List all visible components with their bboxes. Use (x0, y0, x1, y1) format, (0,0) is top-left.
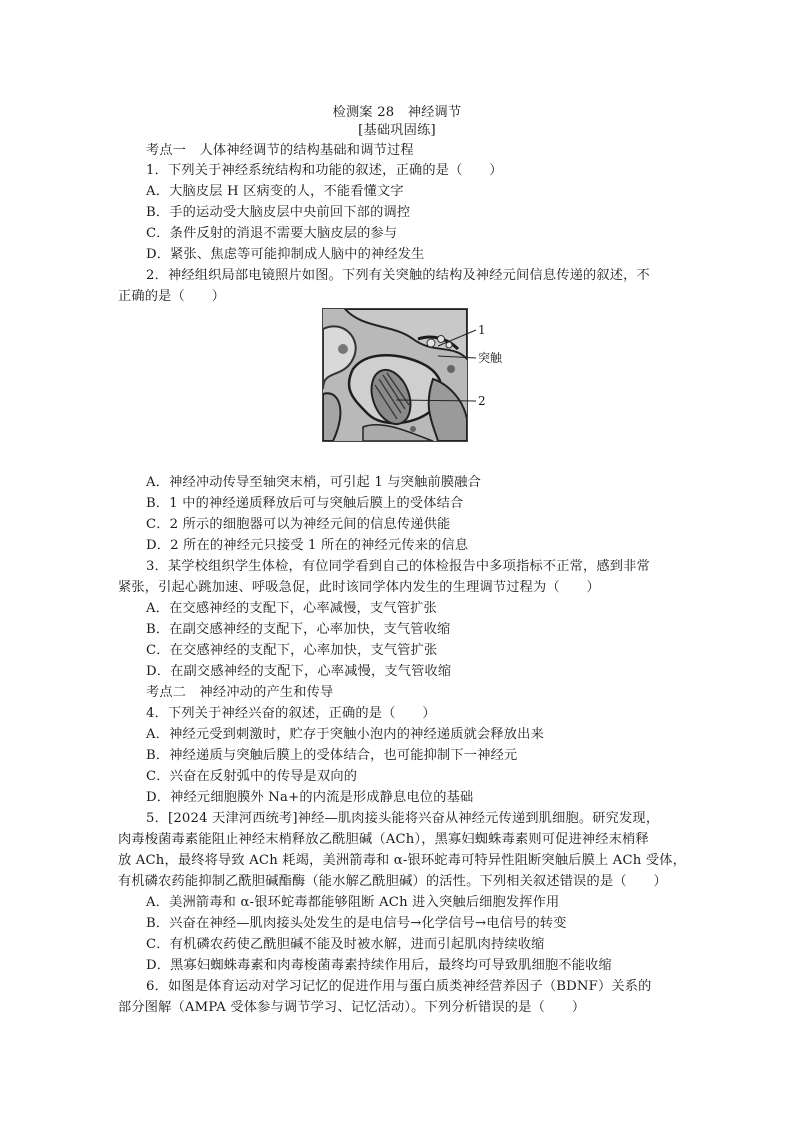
question-5-stem-line-1: 5．[2024 天津河西统考]神经—肌肉接头能将兴奋从神经元传递到肌细胞。研究发现， (146, 811, 660, 826)
question-1-option-a: A．大脑皮层 H 区病变的人，不能看懂文字 (146, 184, 404, 199)
question-6-stem-line-2: 部分图解（AMPA 受体参与调节学习、记忆活动）。下列分析错误的是（ ） (118, 1000, 586, 1015)
question-3-option-d: D．在副交感神经的支配下，心率减慢，支气管收缩 (146, 664, 452, 679)
question-2-stem-line-1: 2．神经组织局部电镜照片如图。下列有关突触的结构及神经元间信息传递的叙述，不 (146, 268, 650, 283)
question-2-option-a: A．神经冲动传导至轴突末梢，可引起 1 与突触前膜融合 (146, 475, 482, 490)
question-3-option-c: C．在交感神经的支配下，心率加快，支气管扩张 (146, 643, 438, 658)
question-5-stem-line-3: 放 ACh，最终将导致 ACh 耗竭，美洲箭毒和 α-银环蛇毒可特异性阻断突触后膜上 ACh 受体， (118, 853, 687, 868)
figure-label-2: 2 (478, 394, 486, 408)
question-2-stem-line-2: 正确的是（ ） (118, 289, 226, 304)
question-3-option-b: B．在副交感神经的支配下，心率加快，支气管收缩 (146, 622, 451, 637)
question-4-option-d: D．神经元细胞膜外 Na+的内流是形成静息电位的基础 (146, 790, 474, 805)
question-4-option-b: B．神经递质与突触后膜上的受体结合，也可能抑制下一神经元 (146, 748, 518, 763)
question-2-option-c: C．2 所示的细胞器可以为神经元间的信息传递供能 (146, 517, 451, 532)
question-1-option-b: B．手的运动受大脑皮层中央前回下部的调控 (146, 205, 411, 220)
question-1-option-d: D．紧张、焦虑等可能抑制成人脑中的神经发生 (146, 247, 425, 262)
question-4-option-c: C．兴奋在反射弧中的传导是双向的 (146, 769, 358, 784)
figure-label-synapse: 突触 (478, 351, 503, 365)
question-5-option-a: A．美洲箭毒和 α-银环蛇毒都能够阻断 ACh 进入突触后细胞发挥作用 (146, 895, 560, 910)
question-2-option-b: B．1 中的神经递质释放后可与突触后膜上的受体结合 (146, 496, 464, 511)
question-4-option-a: A．神经元受到刺激时，贮存于突触小泡内的神经递质就会释放出来 (146, 727, 544, 742)
question-1-option-c: C．条件反射的消退不需要大脑皮层的参与 (146, 226, 398, 241)
question-5-stem-line-4: 有机磷农药能抑制乙酰胆碱酯酶（能水解乙酰胆碱）的活性。下列相关叙述错误的是（ ） (118, 874, 667, 889)
question-5-option-b: B．兴奋在神经—肌肉接头处发生的是电信号→化学信号→电信号的转变 (146, 916, 567, 931)
figure-leader-lines (320, 308, 480, 440)
question-6-stem-line-1: 6．如图是体育运动对学习记忆的促进作用与蛋白质类神经营养因子（BDNF）关系的 (146, 979, 652, 994)
page-title: 检测案 28 神经调节 (332, 105, 462, 120)
question-5-stem-line-2: 肉毒梭菌毒素能阻止神经末梢释放乙酰胆碱（ACh），黑寡妇蜘蛛毒素则可促进神经末梢释 (118, 832, 649, 847)
question-2-option-d: D．2 所在的神经元只接受 1 所在的神经元传来的信息 (146, 538, 469, 553)
question-5-option-c: C．有机磷农药使乙酰胆碱不能及时被水解，进而引起肌肉持续收缩 (146, 937, 545, 952)
question-3-option-a: A．在交感神经的支配下，心率减慢，支气管扩张 (146, 601, 437, 616)
question-3-stem-line-2: 紧张，引起心跳加速、呼吸急促，此时该同学体内发生的生理调节过程为（ ） (118, 580, 600, 595)
figure-label-1: 1 (478, 323, 486, 337)
question-4-stem: 4．下列关于神经兴奋的叙述，正确的是（ ） (146, 706, 436, 721)
page-subtitle: [基础巩固练] (358, 123, 436, 138)
question-5-option-d: D．黑寡妇蜘蛛毒素和肉毒梭菌毒素持续作用后，最终均可导致肌细胞不能收缩 (146, 958, 612, 973)
question-3-stem-line-1: 3．某学校组织学生体检，有位同学看到自己的体检报告中多项指标不正常，感到非常 (146, 559, 650, 574)
section-heading-1: 考点一 人体神经调节的结构基础和调节过程 (146, 143, 414, 158)
section-heading-2: 考点二 神经冲动的产生和传导 (146, 685, 334, 700)
question-1-stem: 1．下列关于神经系统结构和功能的叙述，正确的是（ ） (146, 163, 503, 178)
